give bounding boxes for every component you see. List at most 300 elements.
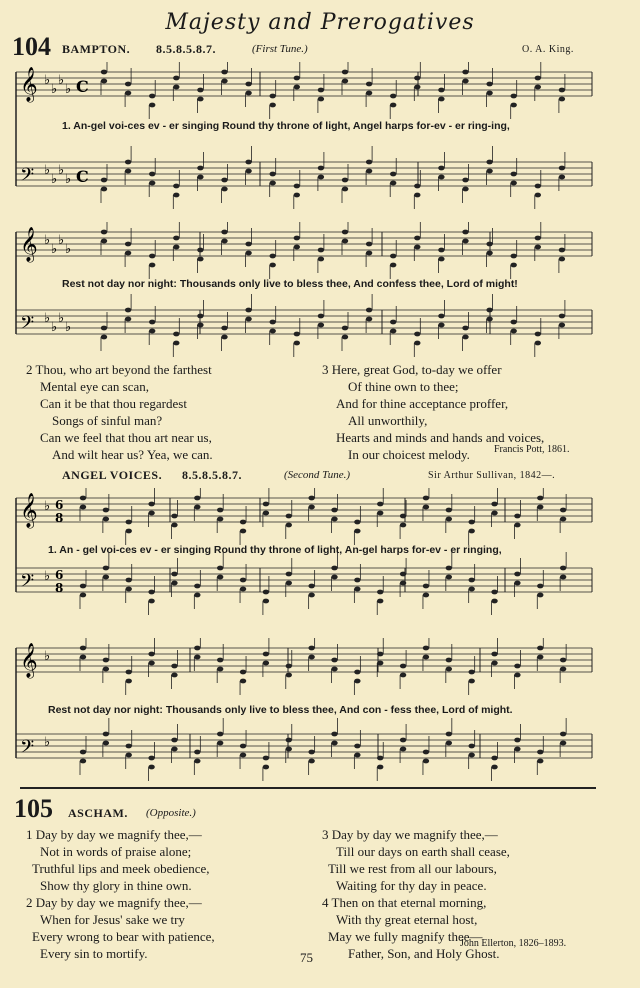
note-head [270, 320, 276, 325]
note-head [148, 652, 154, 657]
note-head [318, 175, 324, 180]
flat-sign: ♭ [44, 649, 51, 664]
verse-line: Can it be that thou regardest [40, 396, 187, 411]
note-head [331, 508, 337, 513]
note-head [173, 341, 179, 346]
note-head [294, 341, 300, 346]
note-head [514, 738, 520, 743]
note-head [194, 655, 200, 660]
note-head [486, 169, 492, 174]
note-head [171, 664, 177, 669]
note-head [462, 230, 468, 235]
verse-line: Father, Son, and Holy Ghost. [348, 946, 500, 961]
hymn-number: 105 [14, 794, 53, 823]
note-head [511, 103, 517, 108]
verse-line: All unworthily, [348, 413, 428, 428]
time-signature: C [76, 167, 89, 186]
note-head [125, 242, 131, 247]
note-head [80, 646, 86, 651]
note-head [414, 341, 420, 346]
note-head [126, 587, 132, 592]
note-head [491, 599, 497, 604]
note-head [438, 248, 444, 253]
note-head [80, 584, 86, 589]
treble-clef: 𝄞 [20, 493, 38, 528]
note-head [438, 166, 444, 171]
note-head [173, 85, 179, 90]
verse-line: Can we feel that thou art near us, [40, 430, 212, 445]
note-head [197, 175, 203, 180]
note-head [400, 523, 406, 528]
note-head [101, 187, 107, 192]
bass-clef: 𝄢 [20, 737, 35, 762]
note-head [197, 166, 203, 171]
note-head [270, 94, 276, 99]
note-head [173, 236, 179, 241]
note-head [559, 175, 565, 180]
note-head [468, 753, 474, 758]
note-head [560, 566, 566, 571]
note-head [197, 88, 203, 93]
note-head [171, 514, 177, 519]
note-head [80, 593, 86, 598]
treble-clef: 𝄞 [20, 643, 38, 678]
note-head [101, 79, 107, 84]
note-head [354, 679, 360, 684]
verse-line: Mental eye can scan, [40, 379, 150, 394]
note-head [462, 178, 468, 183]
note-head [103, 658, 109, 663]
flat-sign: ♭ [44, 735, 51, 750]
note-head [342, 230, 348, 235]
note-head [414, 85, 420, 90]
note-head [263, 765, 269, 770]
tune-note: (Second Tune.) [284, 469, 350, 481]
note-head [468, 679, 474, 684]
note-head [217, 741, 223, 746]
note-head [390, 103, 396, 108]
tune-name: BAMPTON. [62, 42, 131, 56]
note-head [423, 593, 429, 598]
note-head [560, 658, 566, 663]
note-head [148, 590, 154, 595]
note-head [423, 655, 429, 660]
note-head [331, 741, 337, 746]
note-head [126, 679, 132, 684]
note-head [468, 520, 474, 525]
flat-sign: ♭ [44, 73, 51, 88]
note-head [126, 753, 132, 758]
note-head [270, 172, 276, 177]
note-head [308, 655, 314, 660]
note-head [173, 193, 179, 198]
note-head [221, 79, 227, 84]
note-head [511, 254, 517, 259]
tune-name: ANGEL VOICES. [62, 468, 163, 482]
note-head [173, 245, 179, 250]
note-head [149, 329, 155, 334]
page-title: Majesty and Prerogatives [165, 10, 475, 35]
time-signature-bottom: 8 [55, 581, 64, 595]
note-head [559, 88, 565, 93]
note-head [560, 667, 566, 672]
note-head [559, 248, 565, 253]
flat-sign: ♭ [58, 311, 65, 326]
note-head [270, 263, 276, 268]
note-head [462, 70, 468, 75]
flat-sign: ♭ [58, 233, 65, 248]
note-head [468, 744, 474, 749]
note-head [80, 655, 86, 660]
note-head [446, 732, 452, 737]
flat-sign: ♭ [65, 82, 72, 97]
note-head [80, 505, 86, 510]
note-head [514, 664, 520, 669]
flat-sign: ♭ [65, 242, 72, 257]
note-head [414, 76, 420, 81]
note-head [263, 502, 269, 507]
note-head [511, 329, 517, 334]
note-head [245, 317, 251, 322]
note-head [171, 747, 177, 752]
note-head [423, 750, 429, 755]
note-head [286, 673, 292, 678]
note-head [559, 323, 565, 328]
note-head [414, 193, 420, 198]
note-head [221, 70, 227, 75]
note-head [217, 508, 223, 513]
note-head [462, 335, 468, 340]
flat-sign: ♭ [44, 569, 51, 584]
note-head [560, 732, 566, 737]
verse-line: In our choicest melody. [348, 447, 470, 462]
flat-sign: ♭ [58, 163, 65, 178]
note-head [331, 658, 337, 663]
note-head [514, 572, 520, 577]
note-head [377, 599, 383, 604]
tune-note: (Opposite.) [146, 807, 196, 819]
note-head [173, 76, 179, 81]
note-head [194, 593, 200, 598]
note-head [446, 575, 452, 580]
note-head [148, 511, 154, 516]
note-head [331, 575, 337, 580]
note-head [366, 82, 372, 87]
note-head [126, 578, 132, 583]
note-head [294, 184, 300, 189]
music-system-2 [10, 222, 602, 372]
note-head [286, 581, 292, 586]
note-head [217, 658, 223, 663]
note-head [245, 160, 251, 165]
note-head [101, 326, 107, 331]
flat-sign: ♭ [44, 163, 51, 178]
note-head [101, 239, 107, 244]
note-head [103, 575, 109, 580]
flat-sign: ♭ [51, 172, 58, 187]
note-head [103, 732, 109, 737]
author: John Ellerton, 1826–1893. [460, 938, 567, 949]
note-head [342, 79, 348, 84]
note-head [414, 184, 420, 189]
note-head [149, 103, 155, 108]
music-system-1 [10, 62, 602, 212]
note-head [221, 178, 227, 183]
note-head [294, 85, 300, 90]
note-head [423, 759, 429, 764]
verse-line: 1 Day by day we magnify thee,— [26, 827, 202, 842]
note-head [240, 520, 246, 525]
note-head [486, 160, 492, 165]
note-head [414, 245, 420, 250]
tune-note: (First Tune.) [252, 43, 308, 55]
note-head [149, 263, 155, 268]
note-head [240, 670, 246, 675]
note-head [491, 652, 497, 657]
note-head [446, 658, 452, 663]
note-head [270, 329, 276, 334]
note-head [390, 263, 396, 268]
note-head [194, 750, 200, 755]
composer: Sir Arthur Sullivan, 1842—. [428, 470, 556, 481]
note-head [537, 584, 543, 589]
note-head [308, 750, 314, 755]
note-head [101, 70, 107, 75]
note-head [308, 759, 314, 764]
note-head [240, 744, 246, 749]
note-head [294, 193, 300, 198]
page-number: 75 [300, 950, 313, 965]
note-head [221, 187, 227, 192]
verse-line: Not in words of praise alone; [40, 844, 192, 859]
note-head [331, 566, 337, 571]
note-head [366, 308, 372, 313]
note-head [149, 94, 155, 99]
note-head [245, 91, 251, 96]
note-head [366, 242, 372, 247]
note-head [171, 581, 177, 586]
note-head [390, 329, 396, 334]
note-head [286, 514, 292, 519]
verse-line: Till we rest from all our labours, [328, 861, 497, 876]
note-head [400, 738, 406, 743]
note-head [423, 505, 429, 510]
flat-sign: ♭ [51, 320, 58, 335]
verse-line: Of thine own to thee; [348, 379, 459, 394]
note-head [308, 593, 314, 598]
note-head [286, 738, 292, 743]
note-head [366, 251, 372, 256]
note-head [535, 85, 541, 90]
note-head [390, 254, 396, 259]
verse-line: 2 Day by day we magnify thee,— [26, 895, 202, 910]
note-head [149, 320, 155, 325]
note-head [342, 187, 348, 192]
note-head [245, 169, 251, 174]
note-head [342, 178, 348, 183]
note-head [537, 750, 543, 755]
note-head [240, 587, 246, 592]
note-head [511, 181, 517, 186]
note-head [308, 505, 314, 510]
note-head [414, 332, 420, 337]
note-head [491, 511, 497, 516]
note-head [221, 335, 227, 340]
note-head [103, 517, 109, 522]
note-head [366, 169, 372, 174]
note-head [331, 667, 337, 672]
note-head [354, 529, 360, 534]
note-head [377, 590, 383, 595]
note-head [173, 332, 179, 337]
note-head [390, 172, 396, 177]
note-head [149, 254, 155, 259]
note-head [462, 187, 468, 192]
note-head [240, 679, 246, 684]
note-head [221, 239, 227, 244]
bass-clef: 𝄢 [20, 165, 35, 190]
flat-sign: ♭ [44, 311, 51, 326]
note-head [197, 97, 203, 102]
note-head [263, 652, 269, 657]
note-head [125, 160, 131, 165]
note-head [560, 517, 566, 522]
meter: 8.5.8.5.8.7. [156, 42, 216, 56]
note-head [263, 599, 269, 604]
note-head [423, 496, 429, 501]
note-head [286, 664, 292, 669]
note-head [101, 178, 107, 183]
note-head [366, 317, 372, 322]
note-head [148, 502, 154, 507]
note-head [423, 646, 429, 651]
author: Francis Pott, 1861. [494, 444, 570, 455]
note-head [270, 254, 276, 259]
note-head [377, 511, 383, 516]
note-head [294, 236, 300, 241]
note-head [318, 257, 324, 262]
note-head [263, 756, 269, 761]
note-head [438, 257, 444, 262]
music-system-3 [10, 488, 602, 638]
note-head [535, 341, 541, 346]
note-head [468, 670, 474, 675]
note-head [438, 175, 444, 180]
note-head [217, 732, 223, 737]
note-head [511, 263, 517, 268]
note-head [342, 70, 348, 75]
note-head [514, 747, 520, 752]
note-head [342, 239, 348, 244]
verse-line: Show thy glory in thine own. [40, 878, 192, 893]
flat-sign: ♭ [51, 82, 58, 97]
note-head [514, 523, 520, 528]
note-head [101, 335, 107, 340]
verse-line: May we fully magnify thee— [328, 929, 483, 944]
note-head [537, 496, 543, 501]
lyric-line: Rest not day nor night: Thousands only live to bless thee, And confess thee, Lord of might! [62, 278, 518, 290]
note-head [535, 76, 541, 81]
note-head [148, 599, 154, 604]
note-head [511, 320, 517, 325]
note-head [514, 581, 520, 586]
note-head [125, 169, 131, 174]
note-head [240, 753, 246, 758]
note-head [125, 82, 131, 87]
note-head [125, 91, 131, 96]
note-head [194, 759, 200, 764]
note-head [126, 744, 132, 749]
note-head [446, 566, 452, 571]
note-head [438, 88, 444, 93]
note-head [400, 664, 406, 669]
verse-line: Till our days on earth shall cease, [336, 844, 510, 859]
note-head [366, 91, 372, 96]
flat-sign: ♭ [44, 233, 51, 248]
note-head [263, 511, 269, 516]
note-head [286, 747, 292, 752]
note-head [514, 514, 520, 519]
note-head [294, 76, 300, 81]
note-head [80, 759, 86, 764]
note-head [559, 166, 565, 171]
lyric-line: Rest not day nor night: Thousands only live to bless thee, And con - fess thee, Lord of might. [48, 704, 513, 716]
note-head [438, 314, 444, 319]
note-head [537, 505, 543, 510]
note-head [354, 520, 360, 525]
note-head [217, 667, 223, 672]
note-head [491, 661, 497, 666]
verse-1 [26, 826, 215, 962]
note-head [125, 251, 131, 256]
lyric-line: 1. An - gel voi-ces ev - er singing Round thy throne of light, An-gel harps for-ev - er ringing, [48, 544, 502, 556]
time-signature: C [76, 77, 89, 96]
note-head [263, 661, 269, 666]
lyric-line: 1. An-gel voi-ces ev - er singing Round thy throne of light, Angel harps for-ev - er ring-ing, [62, 120, 510, 132]
note-head [240, 578, 246, 583]
note-head [80, 496, 86, 501]
meter: 8.5.8.5.8.7. [182, 468, 242, 482]
note-head [103, 667, 109, 672]
note-head [560, 741, 566, 746]
note-head [270, 103, 276, 108]
note-head [462, 326, 468, 331]
note-head [390, 94, 396, 99]
note-head [354, 744, 360, 749]
note-head [171, 572, 177, 577]
note-head [245, 308, 251, 313]
verse-line: 2 Thou, who art beyond the farthest [26, 362, 212, 377]
note-head [342, 326, 348, 331]
note-head [559, 314, 565, 319]
note-head [318, 166, 324, 171]
note-head [486, 91, 492, 96]
note-head [194, 505, 200, 510]
note-head [194, 646, 200, 651]
note-head [245, 242, 251, 247]
note-head [423, 584, 429, 589]
verse-line: And wilt hear us? Yea, we can. [52, 447, 213, 462]
note-head [318, 97, 324, 102]
note-head [491, 590, 497, 595]
note-head [354, 753, 360, 758]
note-head [103, 566, 109, 571]
note-head [149, 172, 155, 177]
note-head [318, 88, 324, 93]
note-head [221, 326, 227, 331]
verse-line: 3 Day by day we magnify thee,— [322, 827, 498, 842]
note-head [308, 646, 314, 651]
